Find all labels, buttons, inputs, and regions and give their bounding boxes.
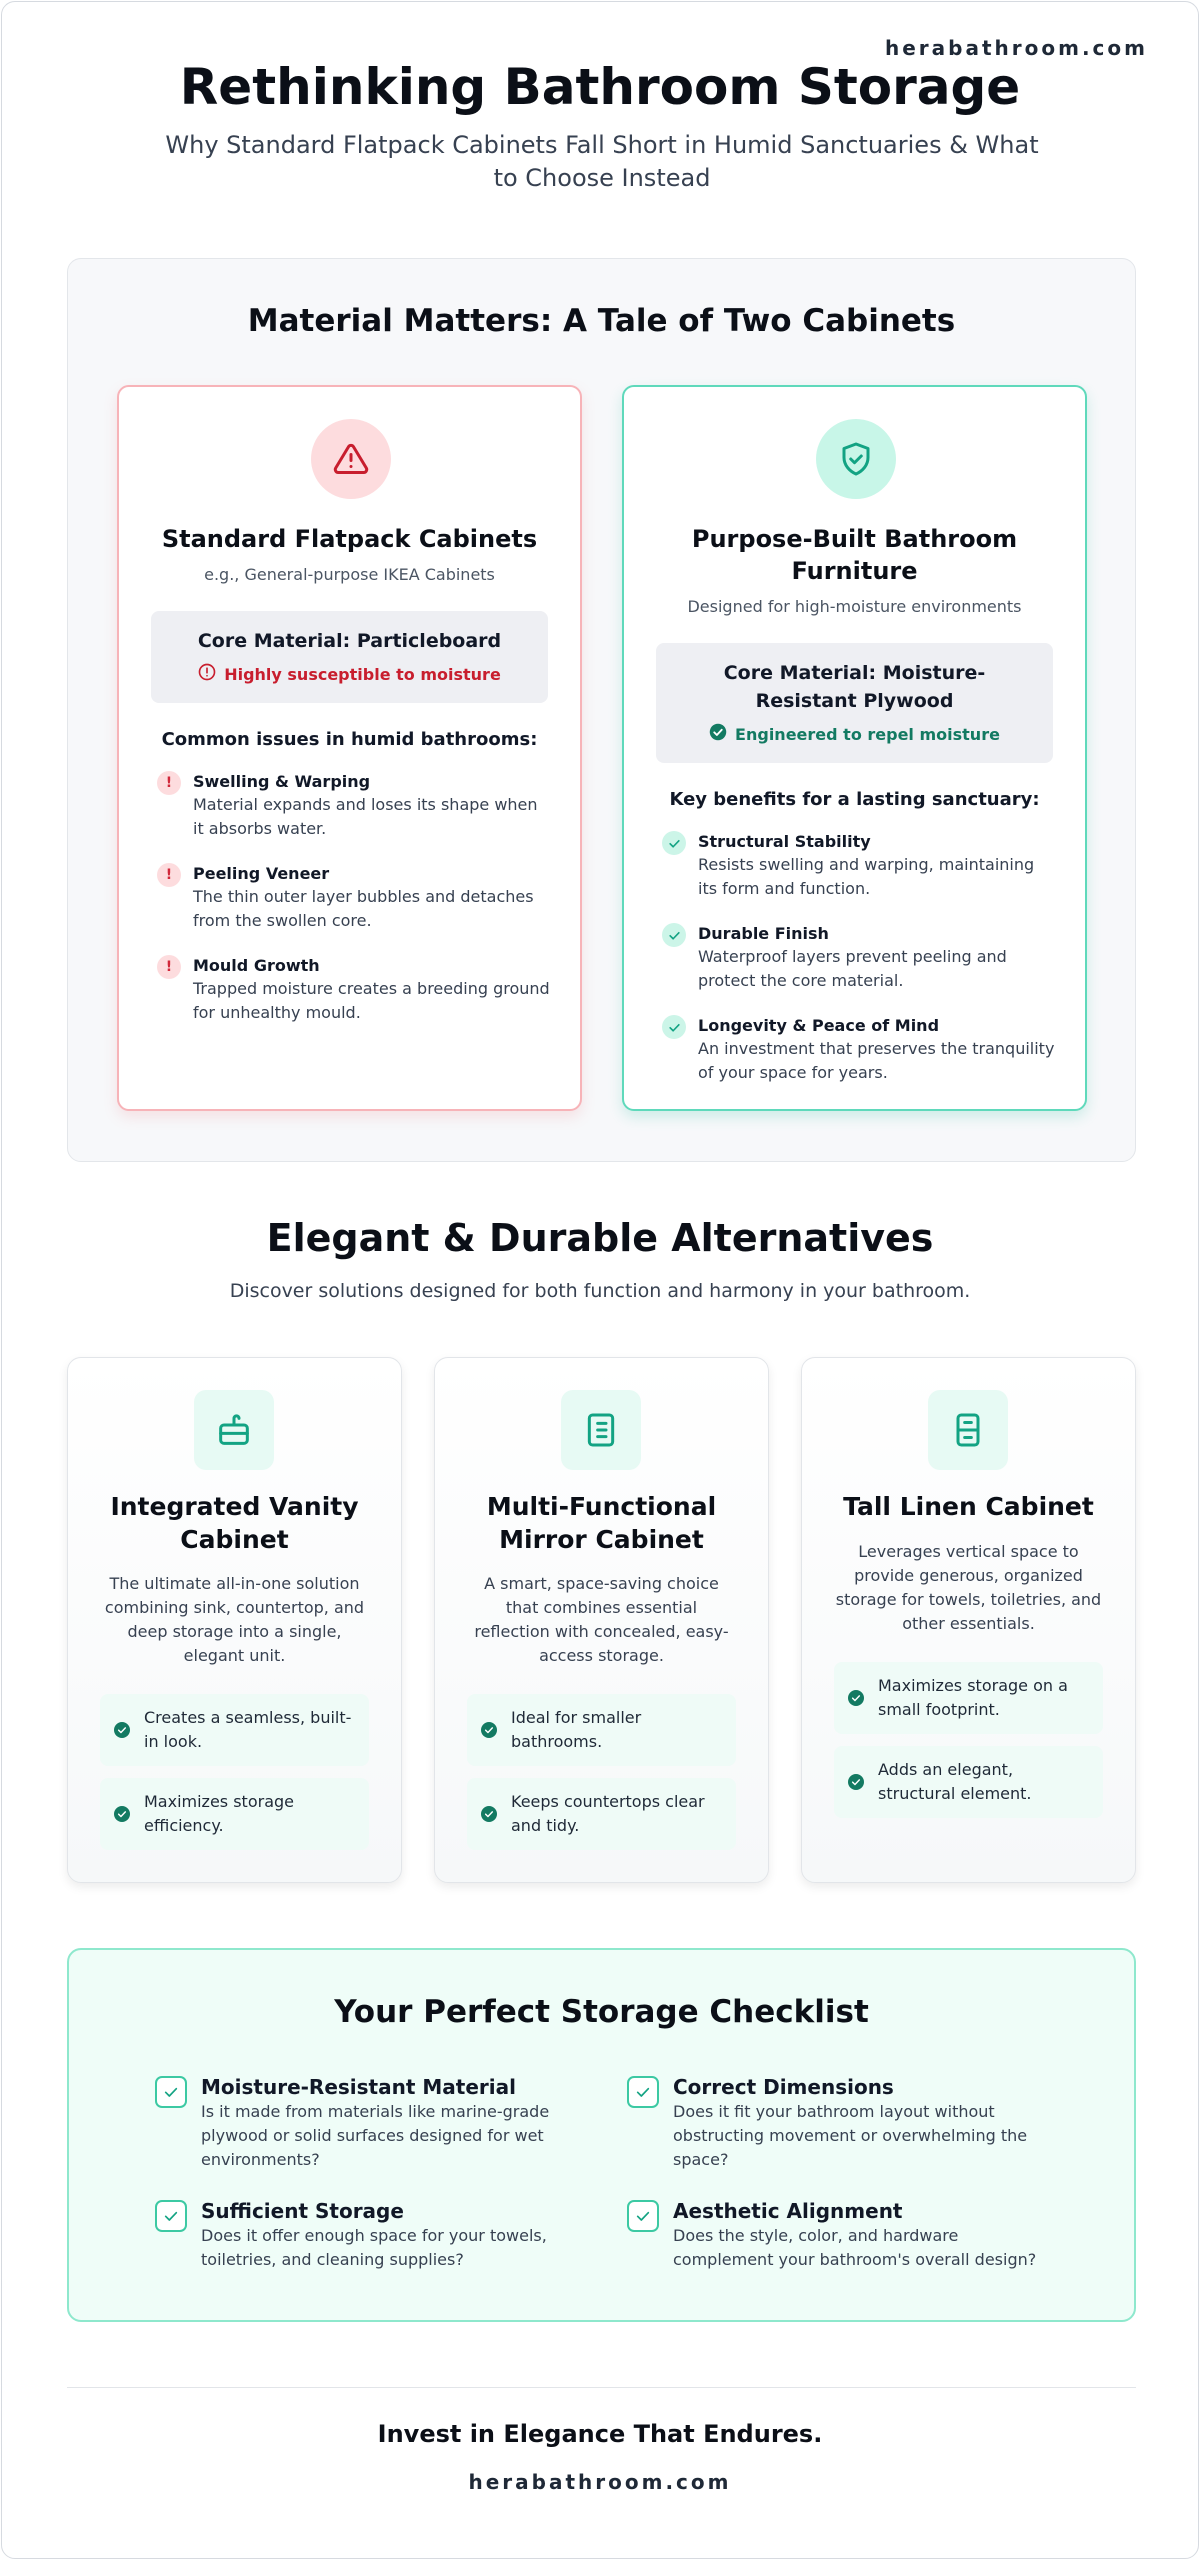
list-item xyxy=(467,1778,736,1850)
infographic-page xyxy=(1,1,1199,2559)
standard-issues-heading: Common issues in humid bathrooms: xyxy=(161,729,538,750)
checkbox-icon[interactable] xyxy=(155,2200,187,2232)
check-circle-icon xyxy=(114,1806,130,1822)
feature-text: Ideal for smaller bathrooms. xyxy=(511,1708,642,1751)
alt-card-title: Integrated Vanity Cabinet xyxy=(110,1492,359,1554)
check-circle-icon xyxy=(481,1806,497,1822)
feature-text: Adds an elegant, structural element. xyxy=(878,1760,1032,1803)
benefit-title: Structural Stability xyxy=(698,832,871,851)
standard-core-note-text: Highly susceptible to moisture xyxy=(224,664,501,684)
footer-tagline: Invest in Elegance That Endures. xyxy=(377,2420,823,2448)
purpose-built-cabinet-title: Purpose-Built Bathroom Furniture xyxy=(691,525,1018,585)
list-item xyxy=(100,1694,369,1766)
standard-core-material-label: Core Material: Particleboard xyxy=(197,630,502,652)
alt-card-desc: The ultimate all-in-one solution combining sink, countertop, and deep storage into a single, elegant unit. xyxy=(104,1574,365,1665)
purpose-core-note-text: Engineered to repel moisture xyxy=(735,724,1000,744)
mirror-cabinet-icon xyxy=(561,1390,641,1470)
alert-circle-icon xyxy=(198,663,216,685)
checklist-item-desc: Does it offer enough space for your towels, toiletries, and cleaning supplies? xyxy=(201,2226,547,2269)
page-subtitle: Why Standard Flatpack Cabinets Fall Short in Humid Sanctuaries & What to Choose Instead xyxy=(165,131,1039,192)
issue-desc: Trapped moisture creates a breeding ground for unhealthy mould. xyxy=(193,979,550,1022)
list-item xyxy=(467,1694,736,1766)
standard-core-material-box xyxy=(151,611,548,703)
benefit-desc: Resists swelling and warping, maintaining its form and function. xyxy=(698,855,1035,898)
alt-card-desc: Leverages vertical space to provide generous, organized storage for towels, toiletries, and other essentials. xyxy=(835,1542,1102,1633)
vanity-cabinet-card xyxy=(67,1357,402,1883)
storage-checklist-section xyxy=(67,1948,1136,2322)
warning-triangle-icon xyxy=(311,419,391,499)
list-item xyxy=(100,1778,369,1850)
standard-cabinet-subtitle: e.g., General-purpose IKEA Cabinets xyxy=(204,565,495,584)
alt-card-title: Multi-Functional Mirror Cabinet xyxy=(486,1492,717,1554)
checklist-item[interactable] xyxy=(627,2074,1047,2172)
benefit-title: Longevity & Peace of Mind xyxy=(698,1016,940,1035)
check-icon xyxy=(662,1015,686,1039)
list-item xyxy=(157,771,552,841)
checklist-item[interactable] xyxy=(155,2074,575,2172)
checkbox-icon[interactable] xyxy=(627,2076,659,2108)
check-circle-icon xyxy=(848,1774,864,1790)
issue-desc: Material expands and loses its shape when it absorbs water. xyxy=(193,795,538,838)
purpose-core-material-label: Core Material: Moisture-Resistant Plywood xyxy=(723,662,986,712)
list-item xyxy=(662,1015,1057,1085)
alt-card-features xyxy=(100,1694,369,1862)
exclamation-icon: ! xyxy=(157,955,181,979)
checklist-item-desc: Does the style, color, and hardware complement your bathroom's overall design? xyxy=(673,2226,1037,2269)
check-icon xyxy=(662,831,686,855)
issue-title: Mould Growth xyxy=(193,956,320,975)
alt-card-desc: A smart, space-saving choice that combines essential reflection with concealed, easy-access storage. xyxy=(474,1574,729,1665)
feature-text: Maximizes storage efficiency. xyxy=(144,1792,294,1835)
footer-divider xyxy=(67,2387,1136,2388)
purpose-built-cabinet-card xyxy=(622,385,1087,1111)
list-item xyxy=(157,955,552,1025)
check-circle-icon xyxy=(709,723,727,745)
feature-text: Creates a seamless, built-in look. xyxy=(144,1708,352,1751)
issue-title: Swelling & Warping xyxy=(193,772,371,791)
footer-brand[interactable]: herabathroom.com xyxy=(468,2470,732,2494)
checklist-item-desc: Does it fit your bathroom layout without obstructing movement or overwhelming the space? xyxy=(673,2102,1028,2169)
list-item xyxy=(834,1662,1103,1734)
exclamation-icon: ! xyxy=(157,863,181,887)
alt-card-features xyxy=(467,1694,736,1862)
feature-text: Maximizes storage on a small footprint. xyxy=(878,1676,1068,1719)
checklist-item[interactable] xyxy=(155,2198,575,2272)
tall-cabinet-icon xyxy=(928,1390,1008,1470)
mirror-cabinet-card xyxy=(434,1357,769,1883)
checkbox-icon[interactable] xyxy=(155,2076,187,2108)
list-item xyxy=(662,923,1057,993)
list-item xyxy=(662,831,1057,901)
checklist-item-title: Moisture-Resistant Material xyxy=(201,2075,516,2099)
standard-issues-list xyxy=(157,771,552,1047)
standard-core-material-note xyxy=(169,663,530,685)
shield-check-icon xyxy=(816,419,896,499)
material-section-title: Material Matters: A Tale of Two Cabinets xyxy=(247,303,956,339)
issue-title: Peeling Veneer xyxy=(193,864,330,883)
checklist-item-desc: Is it made from materials like marine-grade plywood or solid surfaces designed for wet environments? xyxy=(201,2102,550,2169)
standard-cabinet-card xyxy=(117,385,582,1111)
purpose-core-material-box xyxy=(656,643,1053,763)
checklist-item-title: Sufficient Storage xyxy=(201,2199,404,2223)
checklist-item[interactable] xyxy=(627,2198,1047,2272)
check-icon xyxy=(662,923,686,947)
alternatives-subtitle: Discover solutions designed for both function and harmony in your bathroom. xyxy=(229,1280,971,1302)
purpose-core-material-note xyxy=(674,723,1035,745)
exclamation-icon: ! xyxy=(157,771,181,795)
purpose-benefits-heading: Key benefits for a lasting sanctuary: xyxy=(669,789,1040,810)
checklist-title: Your Perfect Storage Checklist xyxy=(334,1994,869,2030)
alt-card-title: Tall Linen Cabinet xyxy=(843,1492,1094,1521)
alternatives-title: Elegant & Durable Alternatives xyxy=(266,1216,934,1260)
issue-desc: The thin outer layer bubbles and detaches from the swollen core. xyxy=(193,887,534,930)
checklist-item-title: Aesthetic Alignment xyxy=(673,2199,903,2223)
material-comparison-section xyxy=(67,258,1136,1162)
check-circle-icon xyxy=(114,1722,130,1738)
vanity-icon xyxy=(194,1390,274,1470)
benefit-desc: Waterproof layers prevent peeling and protect the core material. xyxy=(698,947,1007,990)
purpose-benefits-list xyxy=(662,831,1057,1107)
feature-text: Keeps countertops clear and tidy. xyxy=(511,1792,705,1835)
check-circle-icon xyxy=(481,1722,497,1738)
alt-card-features xyxy=(834,1662,1103,1830)
page-title: Rethinking Bathroom Storage xyxy=(179,58,1021,116)
benefit-desc: An investment that preserves the tranquility of your space for years. xyxy=(698,1039,1055,1082)
tall-linen-cabinet-card xyxy=(801,1357,1136,1883)
list-item xyxy=(834,1746,1103,1818)
check-circle-icon xyxy=(848,1690,864,1706)
list-item xyxy=(157,863,552,933)
benefit-title: Durable Finish xyxy=(698,924,829,943)
standard-cabinet-title: Standard Flatpack Cabinets xyxy=(161,525,538,553)
checklist-item-title: Correct Dimensions xyxy=(673,2075,894,2099)
purpose-built-cabinet-subtitle: Designed for high-moisture environments xyxy=(687,597,1022,616)
checkbox-icon[interactable] xyxy=(627,2200,659,2232)
brand-header[interactable]: herabathroom.com xyxy=(885,36,1148,60)
